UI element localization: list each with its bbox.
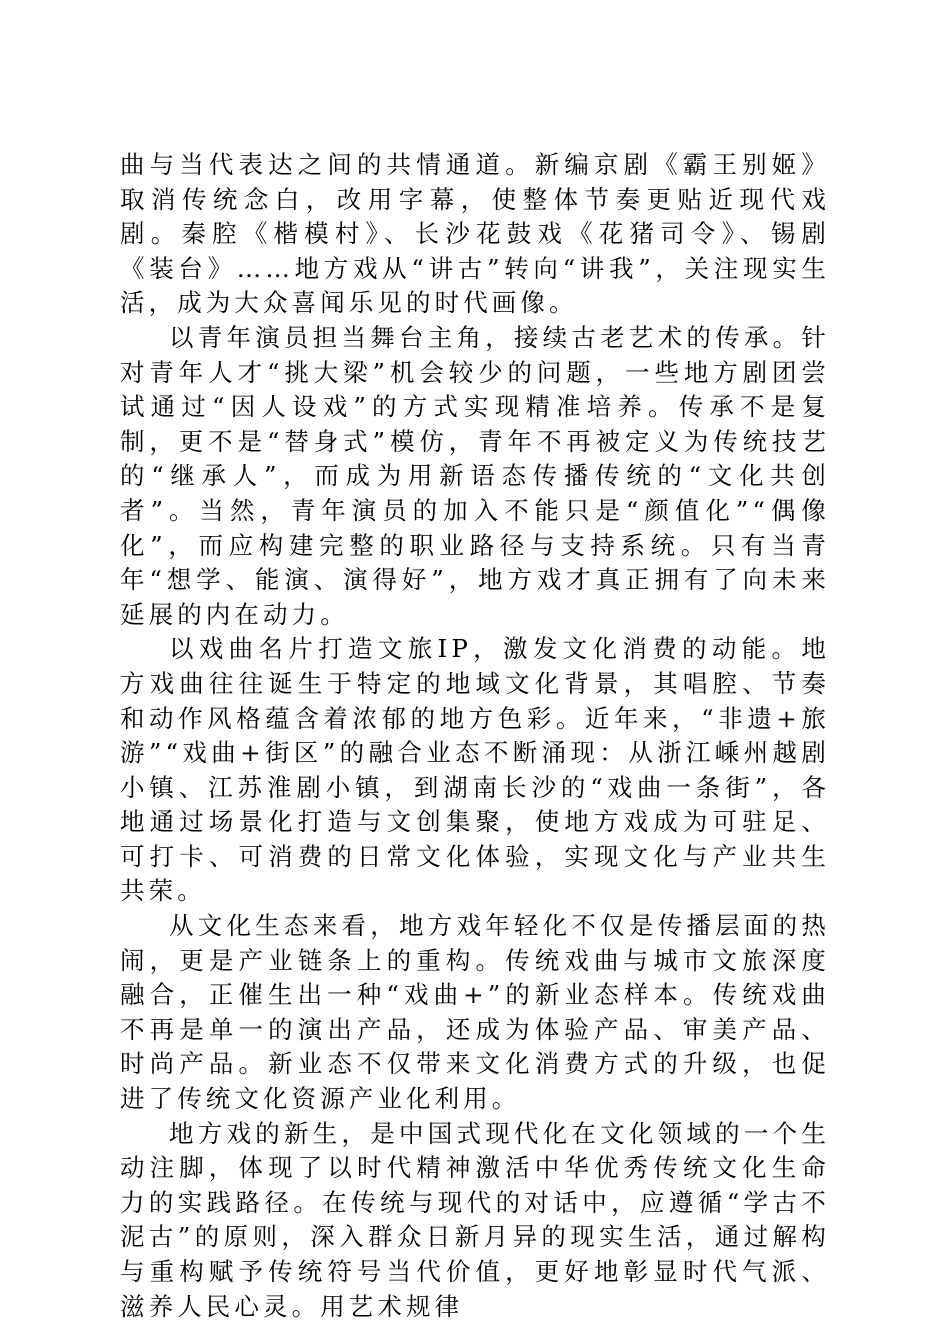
article-body <box>120 148 830 1324</box>
paragraph-3: 以戏曲名片打造文旅IP，激发文化消费的动能。地方戏曲往往诞生于特定的地域文化背景，其唱腔、节奏和动作风格蕴含着浓郁的地方色彩。近年来，“非遗+旅游”“戏曲+街区”的融合业态不断涌现：从浙江嵊州越剧小镇、江苏淮剧小镇，到湖南长沙的“戏曲一条街”，各地通过场景化打造与文创集聚，使地方戏成为可驻足、可打卡、可消费的日常文化体验，实现文化与产业共生共荣。 <box>120 634 830 906</box>
paragraph-2: 以青年演员担当舞台主角，接续古老艺术的传承。针对青年人才“挑大梁”机会较少的问题，一些地方剧团尝试通过“因人设戏”的方式实现精准培养。传承不是复制，更不是“替身式”模仿，青年不再被定义为传统技艺的“继承人”，而成为用新语态传播传统的“文化共创者”。当然，青年演员的加入不能只是“颜值化”“偶像化”，而应构建完整的职业路径与支持系统。只有当青年“想学、能演、演得好”，地方戏才真正拥有了向未来延展的内在动力。 <box>120 322 830 629</box>
paragraph-4: 从文化生态来看，地方戏年轻化不仅是传播层面的热闹，更是产业链条上的重构。传统戏曲与城市文旅深度融合，正催生出一种“戏曲+”的新业态样本。传统戏曲不再是单一的演出产品，还成为体验产品、审美产品、时尚产品。新业态不仅带来文化消费方式的升级，也促进了传统文化资源产业化利用。 <box>120 911 830 1114</box>
paragraph-5: 地方戏的新生，是中国式现代化在文化领域的一个生动注脚，体现了以时代精神激活中华优秀传统文化生命力的实践路径。在传统与现代的对话中，应遵循“学古不泥古”的原则，深入群众日新月异的现实生活，通过解构与重构赋予传统符号当代价值，更好地彰显时代气派、滋养人民心灵。用艺术规律 <box>120 1118 830 1321</box>
paragraph-1: 曲与当代表达之间的共情通道。新编京剧《霸王别姬》取消传统念白，改用字幕，使整体节奏更贴近现代戏剧。秦腔《楷模村》、长沙花鼓戏《花猪司令》、锡剧《装台》……地方戏从“讲古”转向“讲我”，关注现实生活，成为大众喜闻乐见的时代画像。 <box>120 150 830 318</box>
